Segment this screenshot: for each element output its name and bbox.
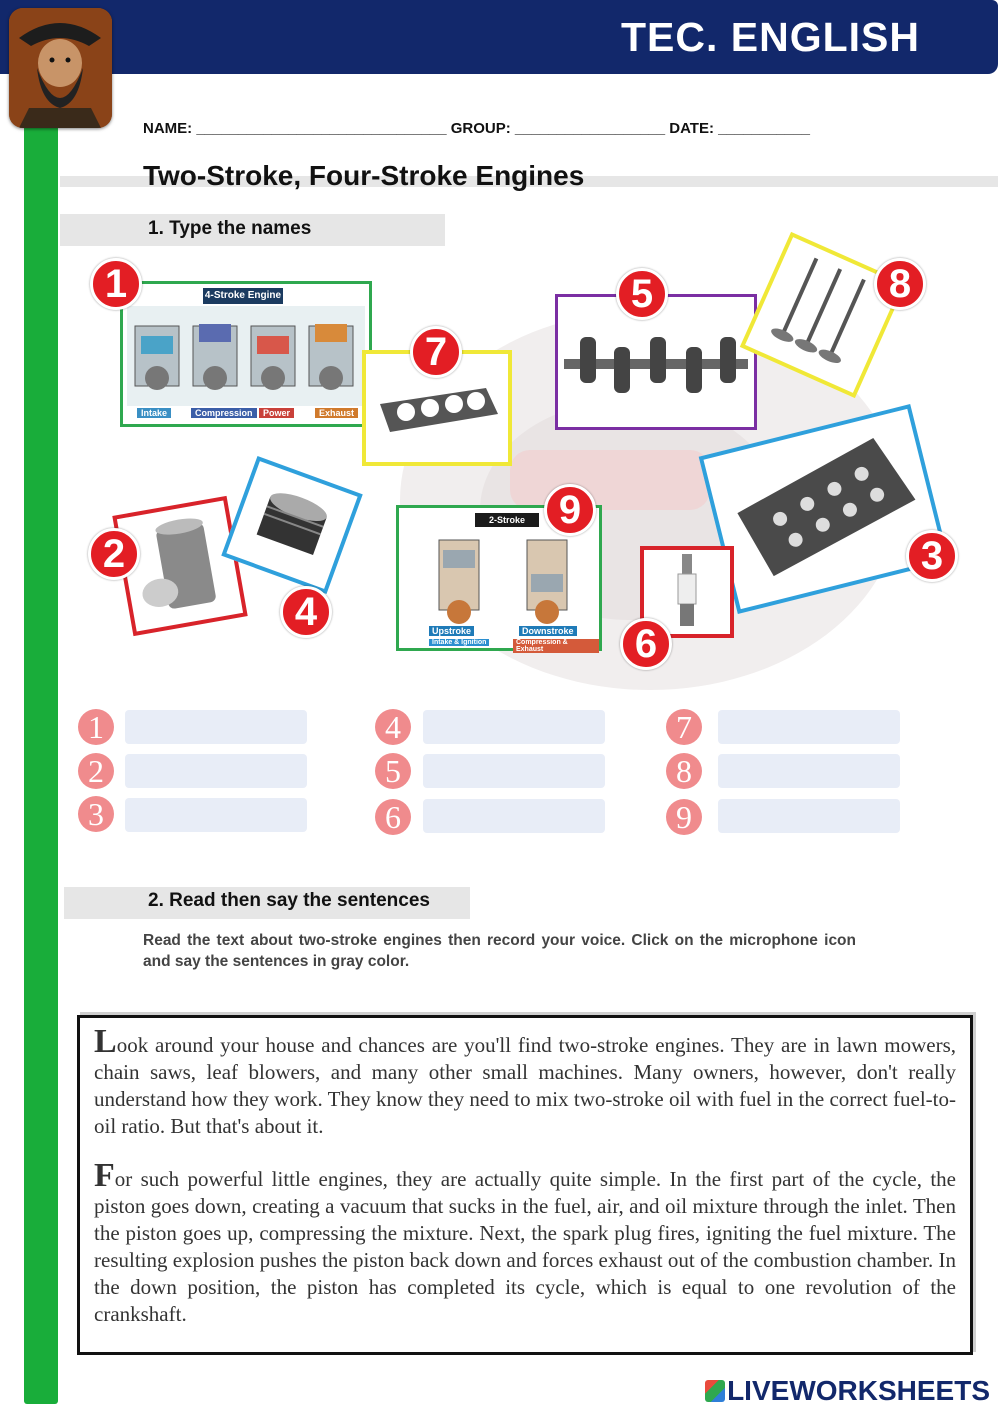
answer-input-5[interactable] — [423, 754, 605, 788]
answer-input-1[interactable] — [125, 710, 307, 744]
badge-9: 9 — [544, 484, 596, 536]
answer-number-4: 4 — [375, 709, 411, 745]
student-info-line: NAME: ______________________________ GROUP: __________________ DATE: ___________ — [143, 120, 810, 137]
dropcap-1: L — [94, 1023, 117, 1060]
badge-1: 1 — [90, 258, 142, 310]
answer-number-9: 9 — [666, 799, 702, 835]
step-downstroke: Downstroke — [519, 626, 577, 636]
answer-number-6: 6 — [375, 799, 411, 835]
badge-5: 5 — [616, 268, 668, 320]
answer-input-8[interactable] — [718, 754, 900, 788]
paragraph-1-text[interactable]: ook around your house and chances are you'll find two-stroke engines. They are in lawn mowers, chain saws, leaf blowers, and many other small machines. Many owners, however, don't really understand how they work. They know they need to mix two-stroke oil with fuel in the correct fuel-to-oil ratio. But that's about it. — [94, 1033, 956, 1138]
piston-cylinders-image — [127, 306, 365, 406]
step-intake: Intake — [137, 408, 171, 418]
liveworksheets-logo[interactable] — [705, 1375, 990, 1407]
section2-title: 2. Read then say the sentences — [148, 890, 430, 911]
answer-input-9[interactable] — [718, 799, 900, 833]
two-stroke-title: 2-Stroke Engine — [475, 513, 539, 527]
badge-3: 3 — [906, 530, 958, 582]
header-title: TEC. ENGLISH — [620, 14, 920, 60]
crankshaft-image — [558, 297, 754, 427]
answer-number-5: 5 — [375, 753, 411, 789]
four-stroke-title: 4-Stroke Engine — [203, 288, 283, 304]
badge-4: 4 — [280, 586, 332, 638]
section1-title: 1. Type the names — [148, 218, 312, 239]
answer-number-8: 8 — [666, 753, 702, 789]
reading-paragraph-2 — [94, 1157, 956, 1328]
section2-instructions: Read the text about two-stroke engines then record your voice. Click on the microphone icon and say the sentences in gray color. — [143, 932, 856, 970]
substep-compression-exhaust: Compression & Exhaust — [513, 639, 599, 653]
answer-number-7: 7 — [666, 709, 702, 745]
badge-7: 7 — [410, 326, 462, 378]
answer-number-3: 3 — [78, 796, 114, 832]
answer-input-3[interactable] — [125, 798, 307, 832]
step-exhaust: Exhaust — [315, 408, 358, 418]
answer-input-2[interactable] — [125, 754, 307, 788]
liveworksheets-logo-icon — [705, 1380, 725, 1402]
reading-text-box — [77, 1015, 973, 1355]
two-stroke-cylinders-image — [409, 530, 589, 626]
substep-intake-ignition: Intake & Ignition — [429, 639, 489, 646]
reading-paragraph-1 — [94, 1023, 956, 1140]
dropcap-2: F — [94, 1157, 115, 1194]
answer-input-4[interactable] — [423, 710, 605, 744]
sidebar-stripe — [24, 96, 58, 1404]
header-bar — [0, 0, 998, 74]
page-title: Two-Stroke, Four-Stroke Engines — [143, 160, 585, 191]
paragraph-2-text[interactable]: or such powerful little engines, they are actually quite simple. In the first part of the cycle, the piston goes down, creating a vacuum that sucks in the fuel, air, and oil mixture through the inlet. Then the piston goes up, compressing the mixture. Next, the spark plug fires, igniting the fuel mixture. The resulting explosion pushes the piston back down and forces exhaust out of the combustion chamber. In the down position, the piston has completed its cycle, which is equal to one revolution of the crankshaft. — [94, 1167, 956, 1326]
answer-number-1: 1 — [78, 709, 114, 745]
badge-6: 6 — [620, 618, 672, 670]
answer-input-7[interactable] — [718, 710, 900, 744]
step-compression: Compression — [191, 408, 257, 418]
badge-8: 8 — [874, 258, 926, 310]
engine-parts-figure — [60, 250, 980, 690]
four-stroke-diagram — [120, 281, 372, 427]
step-power: Power — [259, 408, 294, 418]
piston-image — [226, 461, 357, 589]
answer-input-6[interactable] — [423, 799, 605, 833]
answer-number-2: 2 — [78, 753, 114, 789]
step-upstroke: Upstroke — [429, 626, 474, 636]
footer-brand-text: LIVEWORKSHEETS — [727, 1375, 990, 1406]
piston-picture — [221, 456, 362, 594]
badge-2: 2 — [88, 528, 140, 580]
pirate-logo-icon — [9, 8, 112, 128]
